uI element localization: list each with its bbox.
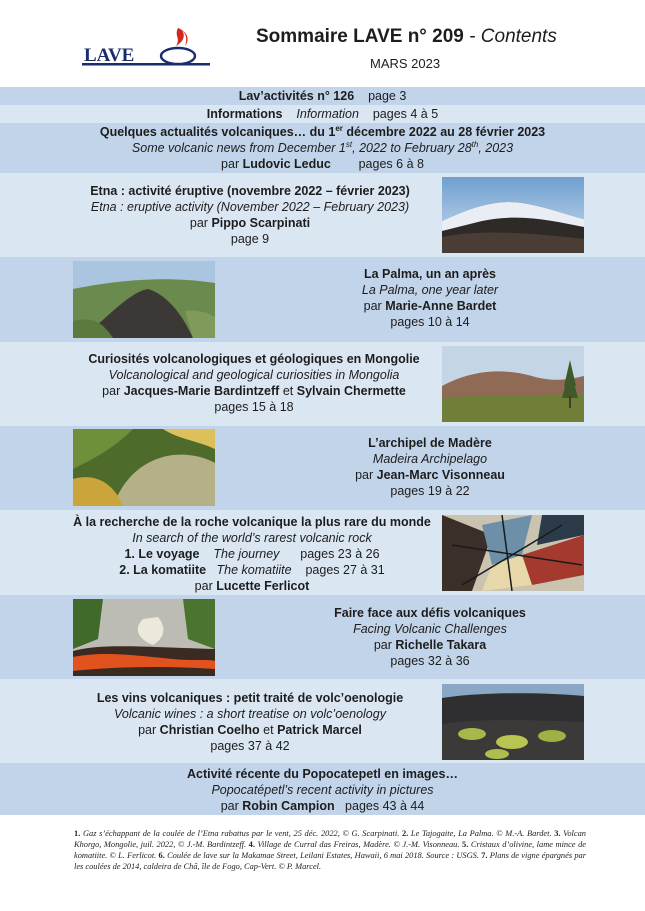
photo-credits: 1. Gaz s’échappant de la coulée de l’Etna rabattus par le vent, 25 déc. 2022, © G. Scarpinati. 2. Le Tajogaite, La Palma. © M.-A. Bardet. 3. Volcan Khorgo, Mongolie, juil. 2022, © J.-M. Bardintzeff. 4. Village de Curral das Freiras, Madère. © J.-M. Visonneau. 5. Cristaux d’olivine, lame mince de komatiite. © L. Ferlicot. 6. Coulée de lave sur la Makamae Street, Leilani Estates, Hawaii, 6 mai 2018. Source : USGS. 7. Plans de vigne épargnés par les coulées de 2014, caldeira de Chã, île de Fogo, Cap-Vert. © P. Marcel. xyxy=(74,829,586,871)
entry-byline: par Ludovic Leduc pages 6 à 8 xyxy=(221,157,424,171)
header xyxy=(0,0,645,86)
entry-title: Quelques actualités volcaniques… du 1er décembre 2022 au 28 février 2023 xyxy=(99,123,546,139)
entry-la-palma[interactable]: La Palma, un an après La Palma, one year later par Marie-Anne Bardet pages 10 à 14 xyxy=(361,267,499,329)
photo-etna xyxy=(442,177,584,253)
entry-title-en: Some volcanic news from December 1st, 2022 to February 28th, 2023 xyxy=(131,139,514,155)
entry-lav[interactable]: Lav’activités n° 126 page 3 xyxy=(238,89,407,103)
entry-info[interactable]: Informations Information pages 4 à 5 xyxy=(206,107,439,121)
photo-komatiite xyxy=(442,515,584,591)
entry-roche[interactable]: À la recherche de la roche volcanique la plus rare du monde In search of the world’s rarest volcanic rock 1. Le voyage The journey pages 23 à 26 2. La komatiite The komatiite pages 27 à 31 par Lucette Ferlicot xyxy=(73,515,431,593)
issue-date: MARS 2023 xyxy=(370,56,441,71)
entry-defis[interactable]: Faire face aux défis volcaniques Facing Volcanic Challenges par Richelle Takara pages 32 à 36 xyxy=(334,606,526,668)
entry-mongolie[interactable]: Curiosités volcanologiques et géologiques en Mongolie Volcanological and geological curiosities in Mongolia par Jacques-Marie Bardintzeff et Sylvain Chermette pages 15 à 18 xyxy=(88,352,420,414)
entry-popocatepetl[interactable]: Activité récente du Popocatepetl en images… Popocatépetl’s recent activity in pictures par Robin Campion pages 43 à 44 xyxy=(187,767,458,813)
logo-text: LAVE xyxy=(84,45,135,66)
photo-madere xyxy=(73,429,215,506)
photo-vines xyxy=(442,684,584,760)
photo-mongolie xyxy=(442,346,584,422)
entry-etna[interactable]: Etna : activité éruptive (novembre 2022 – février 2023) Etna : eruptive activity (November 2022 – February 2023) par Pippo Scarpinati page 9 xyxy=(90,184,410,246)
lave-logo xyxy=(82,24,212,72)
photo-la-palma xyxy=(73,261,215,338)
entry-vins[interactable]: Les vins volcaniques : petit traité de volc’oenologie Volcanic wines : a short treatise on volc’oenology par Christian Coelho et Patrick Marcel pages 37 à 42 xyxy=(96,691,404,753)
entry-actu[interactable] xyxy=(0,124,645,172)
entry-madere[interactable]: L’archipel de Madère Madeira Archipelago par Jean-Marc Visonneau pages 19 à 22 xyxy=(355,436,505,498)
page-title: Sommaire LAVE n° 209 - Contents xyxy=(256,26,557,47)
photo-lava-flow xyxy=(73,599,215,676)
